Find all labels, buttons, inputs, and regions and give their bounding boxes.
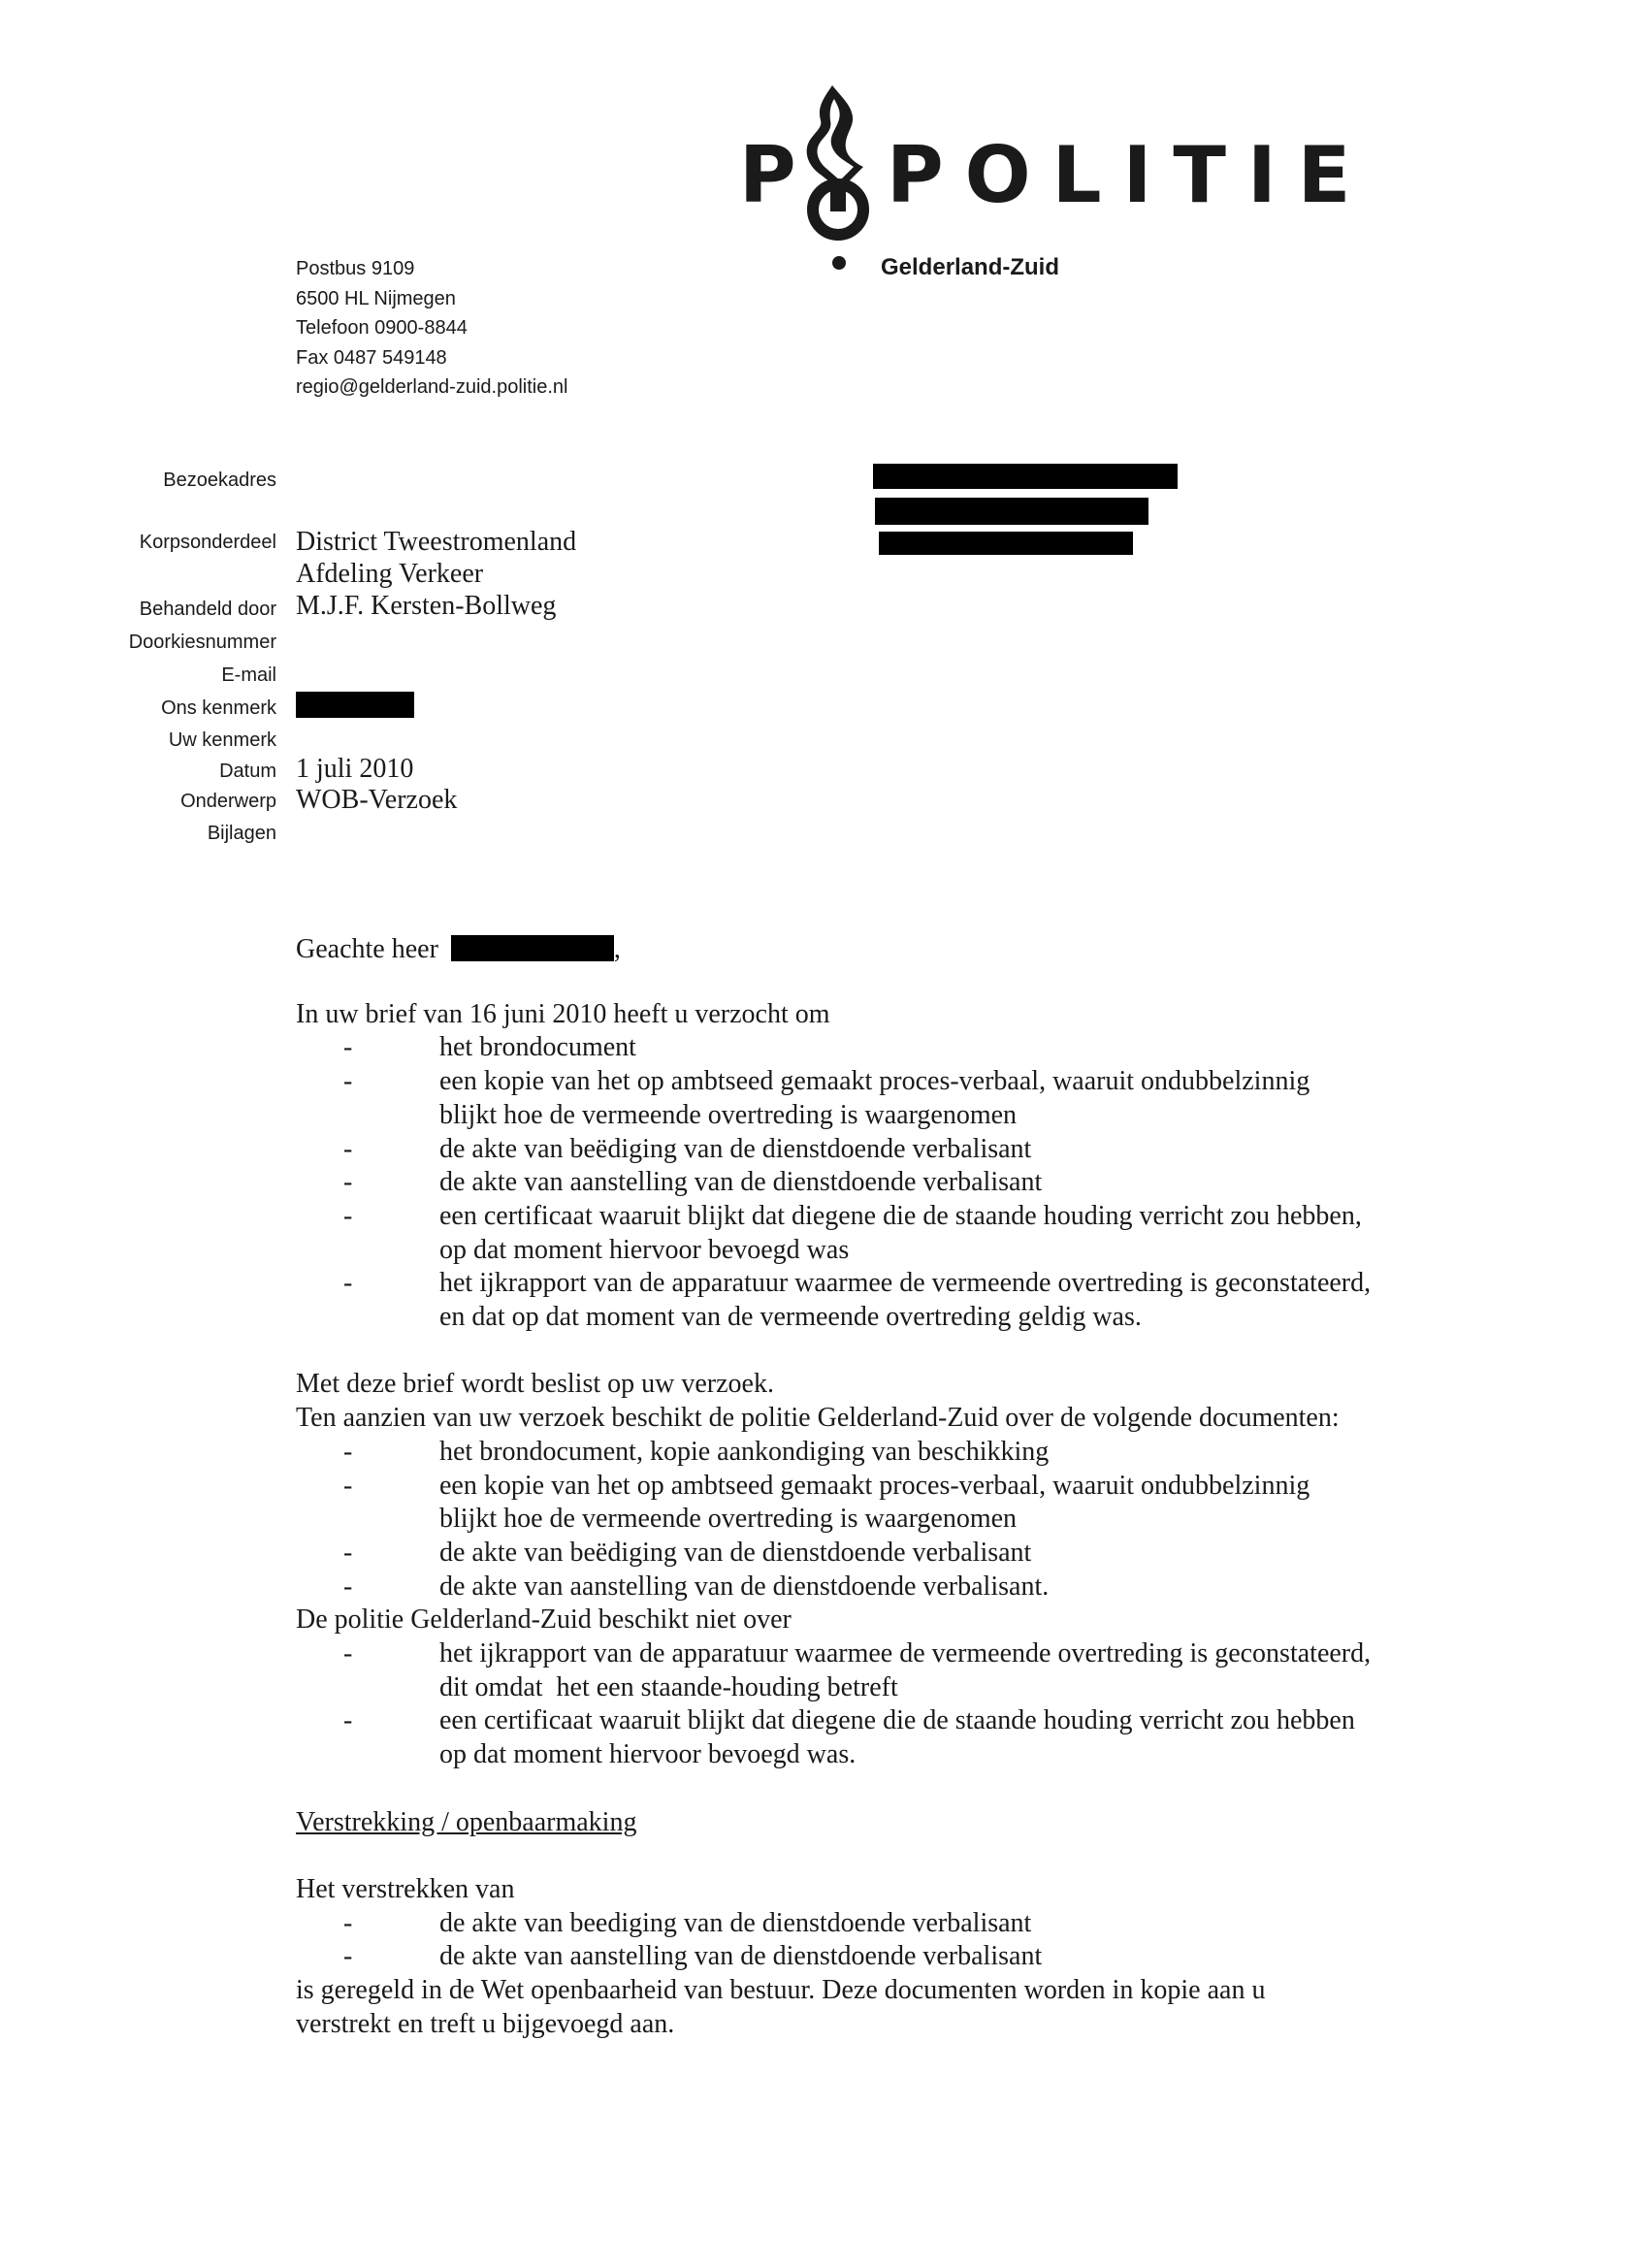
value-korpsonderdeel-district: District Tweestromenland bbox=[296, 527, 577, 557]
closing-line-1: is geregeld in de Wet openbaarheid van bestuur. Deze documenten worden in kopie aan u bbox=[296, 1975, 1266, 2006]
list-item-text: een kopie van het op ambtseed gemaakt proces-verbaal, waaruit ondubbelzinnig bbox=[439, 1066, 1310, 1097]
salutation bbox=[296, 933, 1460, 967]
list-dash: - bbox=[343, 1066, 353, 1097]
value-korpsonderdeel-afdeling: Afdeling Verkeer bbox=[296, 559, 484, 589]
available-intro: Ten aanzien van uw verzoek beschikt de politie Gelderland-Zuid over de volgende documenten: bbox=[296, 1403, 1340, 1434]
value-onderwerp: WOB-Verzoek bbox=[296, 785, 458, 815]
list-item-text: het ijkrapport van de apparatuur waarmee de vermeende overtreding is geconstateerd, bbox=[439, 1638, 1372, 1669]
sender-postbus: Postbus 9109 bbox=[296, 258, 415, 279]
list-item bbox=[296, 1436, 1460, 1470]
list-item bbox=[296, 1267, 1460, 1334]
redacted-recipient-line-3 bbox=[879, 532, 1133, 555]
list-dash: - bbox=[343, 1705, 353, 1736]
redacted-ons-kenmerk bbox=[296, 692, 414, 718]
sender-city: 6500 HL Nijmegen bbox=[296, 287, 456, 309]
svg-text:P: P bbox=[739, 130, 796, 220]
list-item-text: het ijkrapport van de apparatuur waarmee de vermeende overtreding is geconstateerd, bbox=[439, 1268, 1372, 1299]
label-doorkiesnummer: Doorkiesnummer bbox=[128, 632, 276, 653]
list-item bbox=[296, 1637, 1460, 1704]
not-available-intro: De politie Gelderland-Zuid beschikt niet over bbox=[296, 1604, 792, 1636]
list-item bbox=[296, 1031, 1460, 1065]
list-dash: - bbox=[343, 1133, 353, 1164]
list-dash: - bbox=[343, 1537, 353, 1568]
available-list bbox=[296, 1436, 1460, 1604]
not-available-list bbox=[296, 1637, 1460, 1772]
decision-sentence: Met deze brief wordt beslist op uw verzoek. bbox=[296, 1369, 774, 1400]
list-item-text: de akte van aanstelling van de dienstdoende verbalisant bbox=[439, 1941, 1043, 1972]
value-datum: 1 juli 2010 bbox=[296, 754, 414, 784]
label-bijlagen: Bijlagen bbox=[207, 823, 276, 844]
redacted-recipient-name bbox=[451, 935, 614, 961]
list-item bbox=[296, 1166, 1460, 1200]
list-dash: - bbox=[343, 1436, 353, 1467]
sender-phone: Telefoon 0900-8844 bbox=[296, 317, 468, 339]
label-bezoekadres: Bezoekadres bbox=[163, 470, 276, 491]
value-behandeld-door: M.J.F. Kersten-Bollweg bbox=[296, 591, 557, 621]
label-email: E-mail bbox=[221, 664, 276, 686]
salutation-text: Geachte heer bbox=[296, 934, 438, 964]
list-item-text: op dat moment hiervoor bevoegd was bbox=[439, 1234, 850, 1265]
list-item-text: blijkt hoe de vermeende overtreding is waargenomen bbox=[439, 1099, 1018, 1130]
letter-body bbox=[296, 933, 1460, 2041]
list-item-text: de akte van beëdiging van de dienstdoende verbalisant bbox=[439, 1133, 1032, 1164]
sender-email: regio@gelderland-zuid.politie.nl bbox=[296, 376, 568, 398]
provide-intro: Het verstrekken van bbox=[296, 1873, 515, 1904]
redacted-recipient-line-2 bbox=[875, 498, 1148, 525]
list-dash: - bbox=[343, 1638, 353, 1669]
list-item-text: op dat moment hiervoor bevoegd was. bbox=[439, 1739, 857, 1770]
list-item-text: een certificaat waaruit blijkt dat diegene die de staande houding verricht zou hebben, bbox=[439, 1200, 1362, 1231]
sender-fax: Fax 0487 549148 bbox=[296, 346, 447, 369]
list-item bbox=[296, 1065, 1460, 1132]
label-behandeld-door: Behandeld door bbox=[139, 599, 276, 620]
list-dash: - bbox=[343, 1200, 353, 1231]
list-item-text: de akte van beëdiging van de dienstdoende verbalisant bbox=[439, 1537, 1032, 1568]
redacted-recipient-line-1 bbox=[873, 464, 1178, 489]
list-dash: - bbox=[343, 1571, 353, 1602]
logo-text: POLITIE bbox=[887, 130, 1373, 220]
list-item bbox=[296, 1537, 1460, 1571]
list-dash: - bbox=[343, 1032, 353, 1063]
list-item bbox=[296, 1200, 1460, 1267]
requested-list bbox=[296, 1031, 1460, 1334]
list-item-text: de akte van aanstelling van de dienstdoende verbalisant. bbox=[439, 1571, 1050, 1602]
list-item bbox=[296, 1940, 1460, 1974]
section-heading: Verstrekking / openbaarmaking bbox=[296, 1806, 637, 1837]
list-item-text: dit omdat het een staande-houding betreft bbox=[439, 1671, 898, 1702]
list-item bbox=[296, 1571, 1460, 1604]
label-ons-kenmerk: Ons kenmerk bbox=[161, 697, 276, 719]
label-onderwerp: Onderwerp bbox=[180, 791, 276, 812]
region-name: Gelderland-Zuid bbox=[881, 254, 1060, 280]
list-item-text: de akte van beediging van de dienstdoende verbalisant bbox=[439, 1907, 1032, 1938]
list-item bbox=[296, 1907, 1460, 1941]
label-korpsonderdeel: Korpsonderdeel bbox=[139, 532, 276, 553]
list-dash: - bbox=[343, 1470, 353, 1501]
list-item bbox=[296, 1133, 1460, 1167]
request-intro: In uw brief van 16 juni 2010 heeft u verzocht om bbox=[296, 998, 830, 1029]
list-dash: - bbox=[343, 1907, 353, 1938]
list-item-text: blijkt hoe de vermeende overtreding is waargenomen bbox=[439, 1504, 1018, 1535]
list-item-text: de akte van aanstelling van de dienstdoende verbalisant bbox=[439, 1167, 1043, 1198]
list-item-text: een certificaat waaruit blijkt dat diegene die de staande houding verricht zou hebben bbox=[439, 1705, 1355, 1736]
provided-list bbox=[296, 1907, 1460, 1974]
label-datum: Datum bbox=[219, 761, 276, 782]
politie-badge-icon bbox=[739, 85, 1373, 241]
list-dash: - bbox=[343, 1941, 353, 1972]
list-item bbox=[296, 1704, 1460, 1771]
salutation-comma: , bbox=[613, 934, 621, 964]
list-item bbox=[296, 1470, 1460, 1537]
label-uw-kenmerk: Uw kenmerk bbox=[168, 729, 276, 751]
bullet-dot-icon bbox=[832, 256, 846, 270]
list-item-text: het brondocument, kopie aankondiging van beschikking bbox=[439, 1436, 1050, 1467]
closing-line-2: verstrekt en treft u bijgevoegd aan. bbox=[296, 2008, 675, 2039]
list-item-text: en dat op dat moment van de vermeende overtreding geldig was. bbox=[439, 1302, 1142, 1333]
list-item-text: het brondocument bbox=[439, 1032, 636, 1063]
list-item-text: een kopie van het op ambtseed gemaakt proces-verbaal, waaruit ondubbelzinnig bbox=[439, 1470, 1310, 1501]
list-dash: - bbox=[343, 1268, 353, 1299]
sender-address bbox=[296, 254, 567, 403]
list-dash: - bbox=[343, 1167, 353, 1198]
politie-logo bbox=[739, 85, 1373, 241]
